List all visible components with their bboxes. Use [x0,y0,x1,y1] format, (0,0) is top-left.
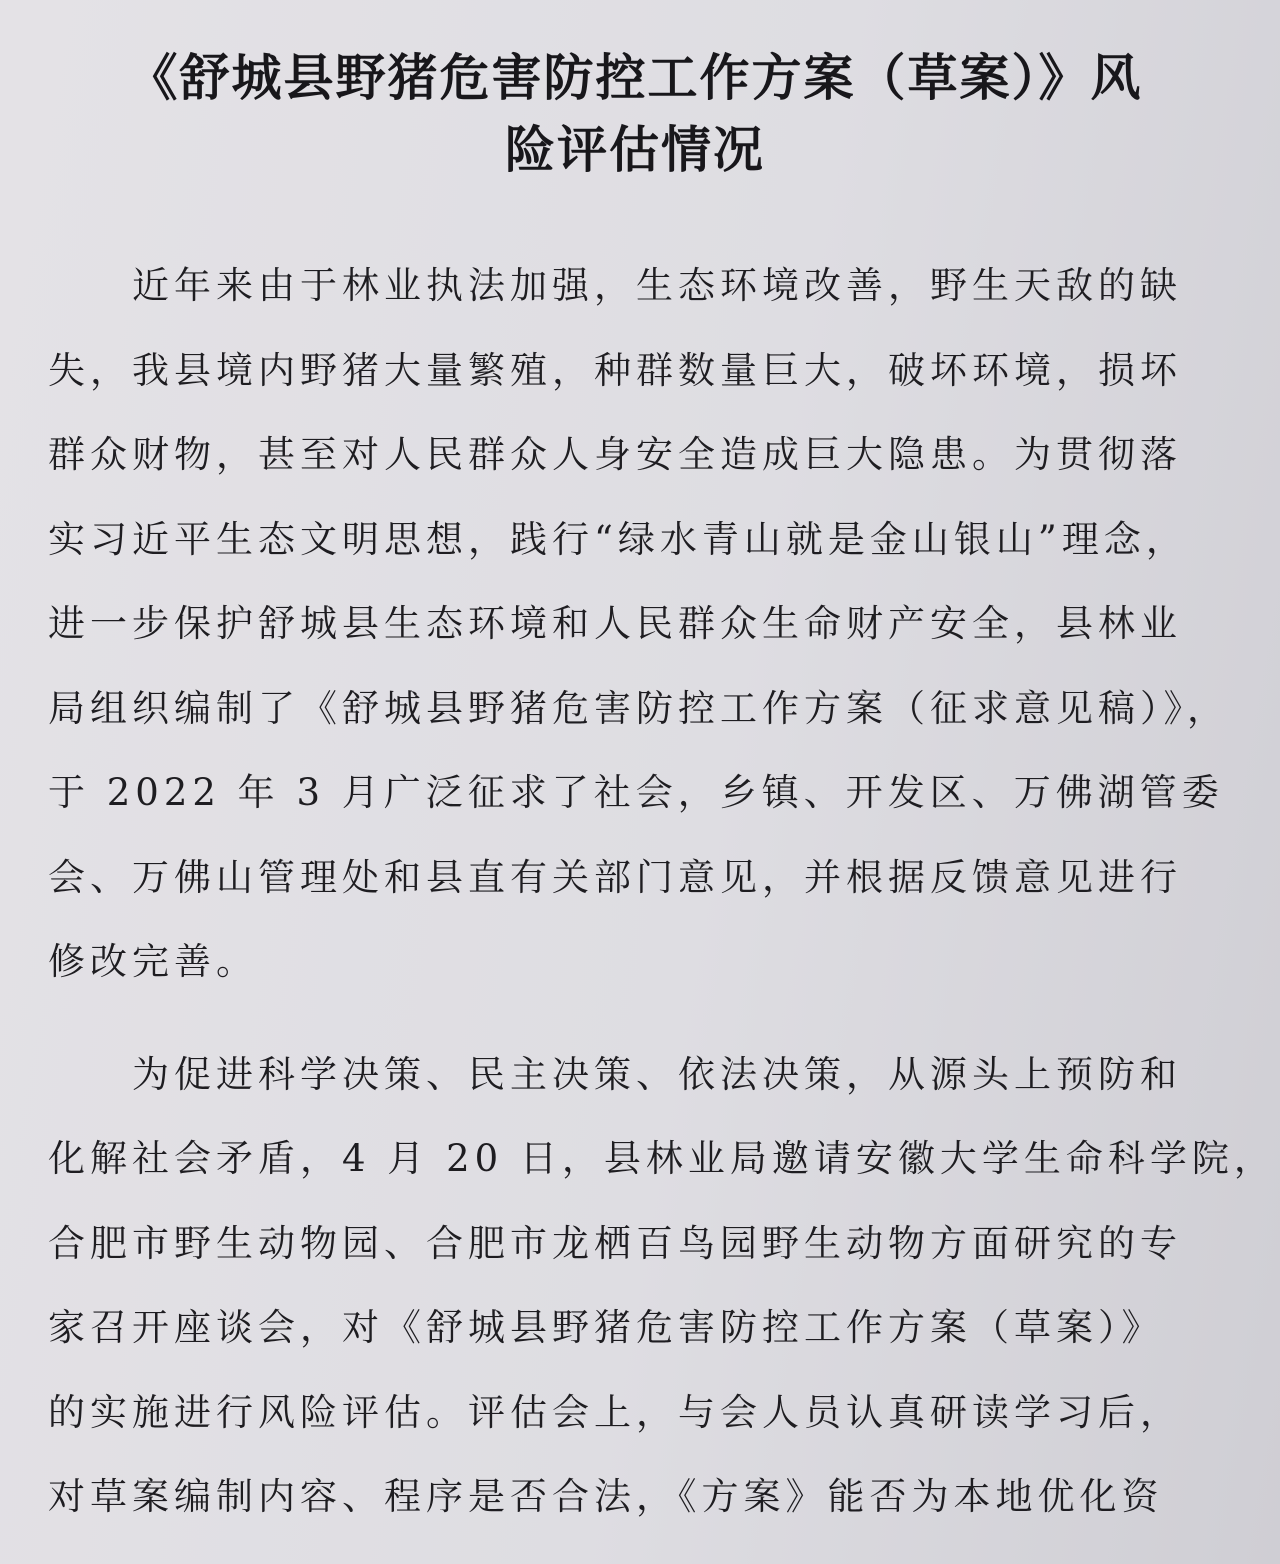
paragraph-1 [48,244,1229,1005]
paragraph-line: 家召开座谈会，对《舒城县野猪危害防控工作方案（草案）》 [48,1306,1164,1349]
document-body [48,244,1276,1540]
paragraph-line: 实习近平生态文明思想，践行“绿水青山就是金山银山”理念， [48,517,1188,561]
paragraph-line: 为促进科学决策、民主决策、依法决策，从源头上预防和 [48,1052,1182,1096]
paragraph-line: 合肥市野生动物园、合肥市龙栖百鸟园野生动物方面研究的专 [48,1221,1182,1265]
paragraph-line: 近年来由于林业执法加强，生态环境改善，野生天敌的缺 [48,264,1182,307]
paragraph-line: 的实施进行风险评估。评估会上，与会人员认真研读学习后， [48,1390,1182,1434]
paragraph-line: 群众财物，甚至对人民群众人身安全造成巨大隐患。为贯彻落 [48,433,1182,476]
title-line: 险评估情况 [505,121,765,179]
paragraph-line: 修改完善。 [48,940,258,983]
document-title [48,42,1222,186]
paragraph-line: 失，我县境内野猪大量繁殖，种群数量巨大，破坏环境，损坏 [48,348,1182,392]
paragraph-line: 对草案编制内容、程序是否合法，《方案》能否为本地优化资 [48,1475,1164,1518]
paragraph-line: 进一步保护舒城县生态环境和人民群众生命财产安全，县林业 [48,602,1182,645]
paragraph-line: 会、万佛山管理处和县直有关部门意见，并根据反馈意见进行 [48,855,1182,899]
paragraph-2 [48,1033,1276,1540]
title-line: 《舒城县野猪危害防控工作方案（草案）》风 [127,49,1143,107]
paragraph-line: 于 2022 年 3 月广泛征求了社会，乡镇、开发区、万佛湖管委 [48,771,1224,814]
paragraph-line: 局组织编制了《舒城县野猪危害防控工作方案（征求意见稿）》， [48,686,1229,730]
paragraph-line: 化解社会矛盾，4 月 20 日，县林业局邀请安徽大学生命科学院， [48,1137,1276,1180]
